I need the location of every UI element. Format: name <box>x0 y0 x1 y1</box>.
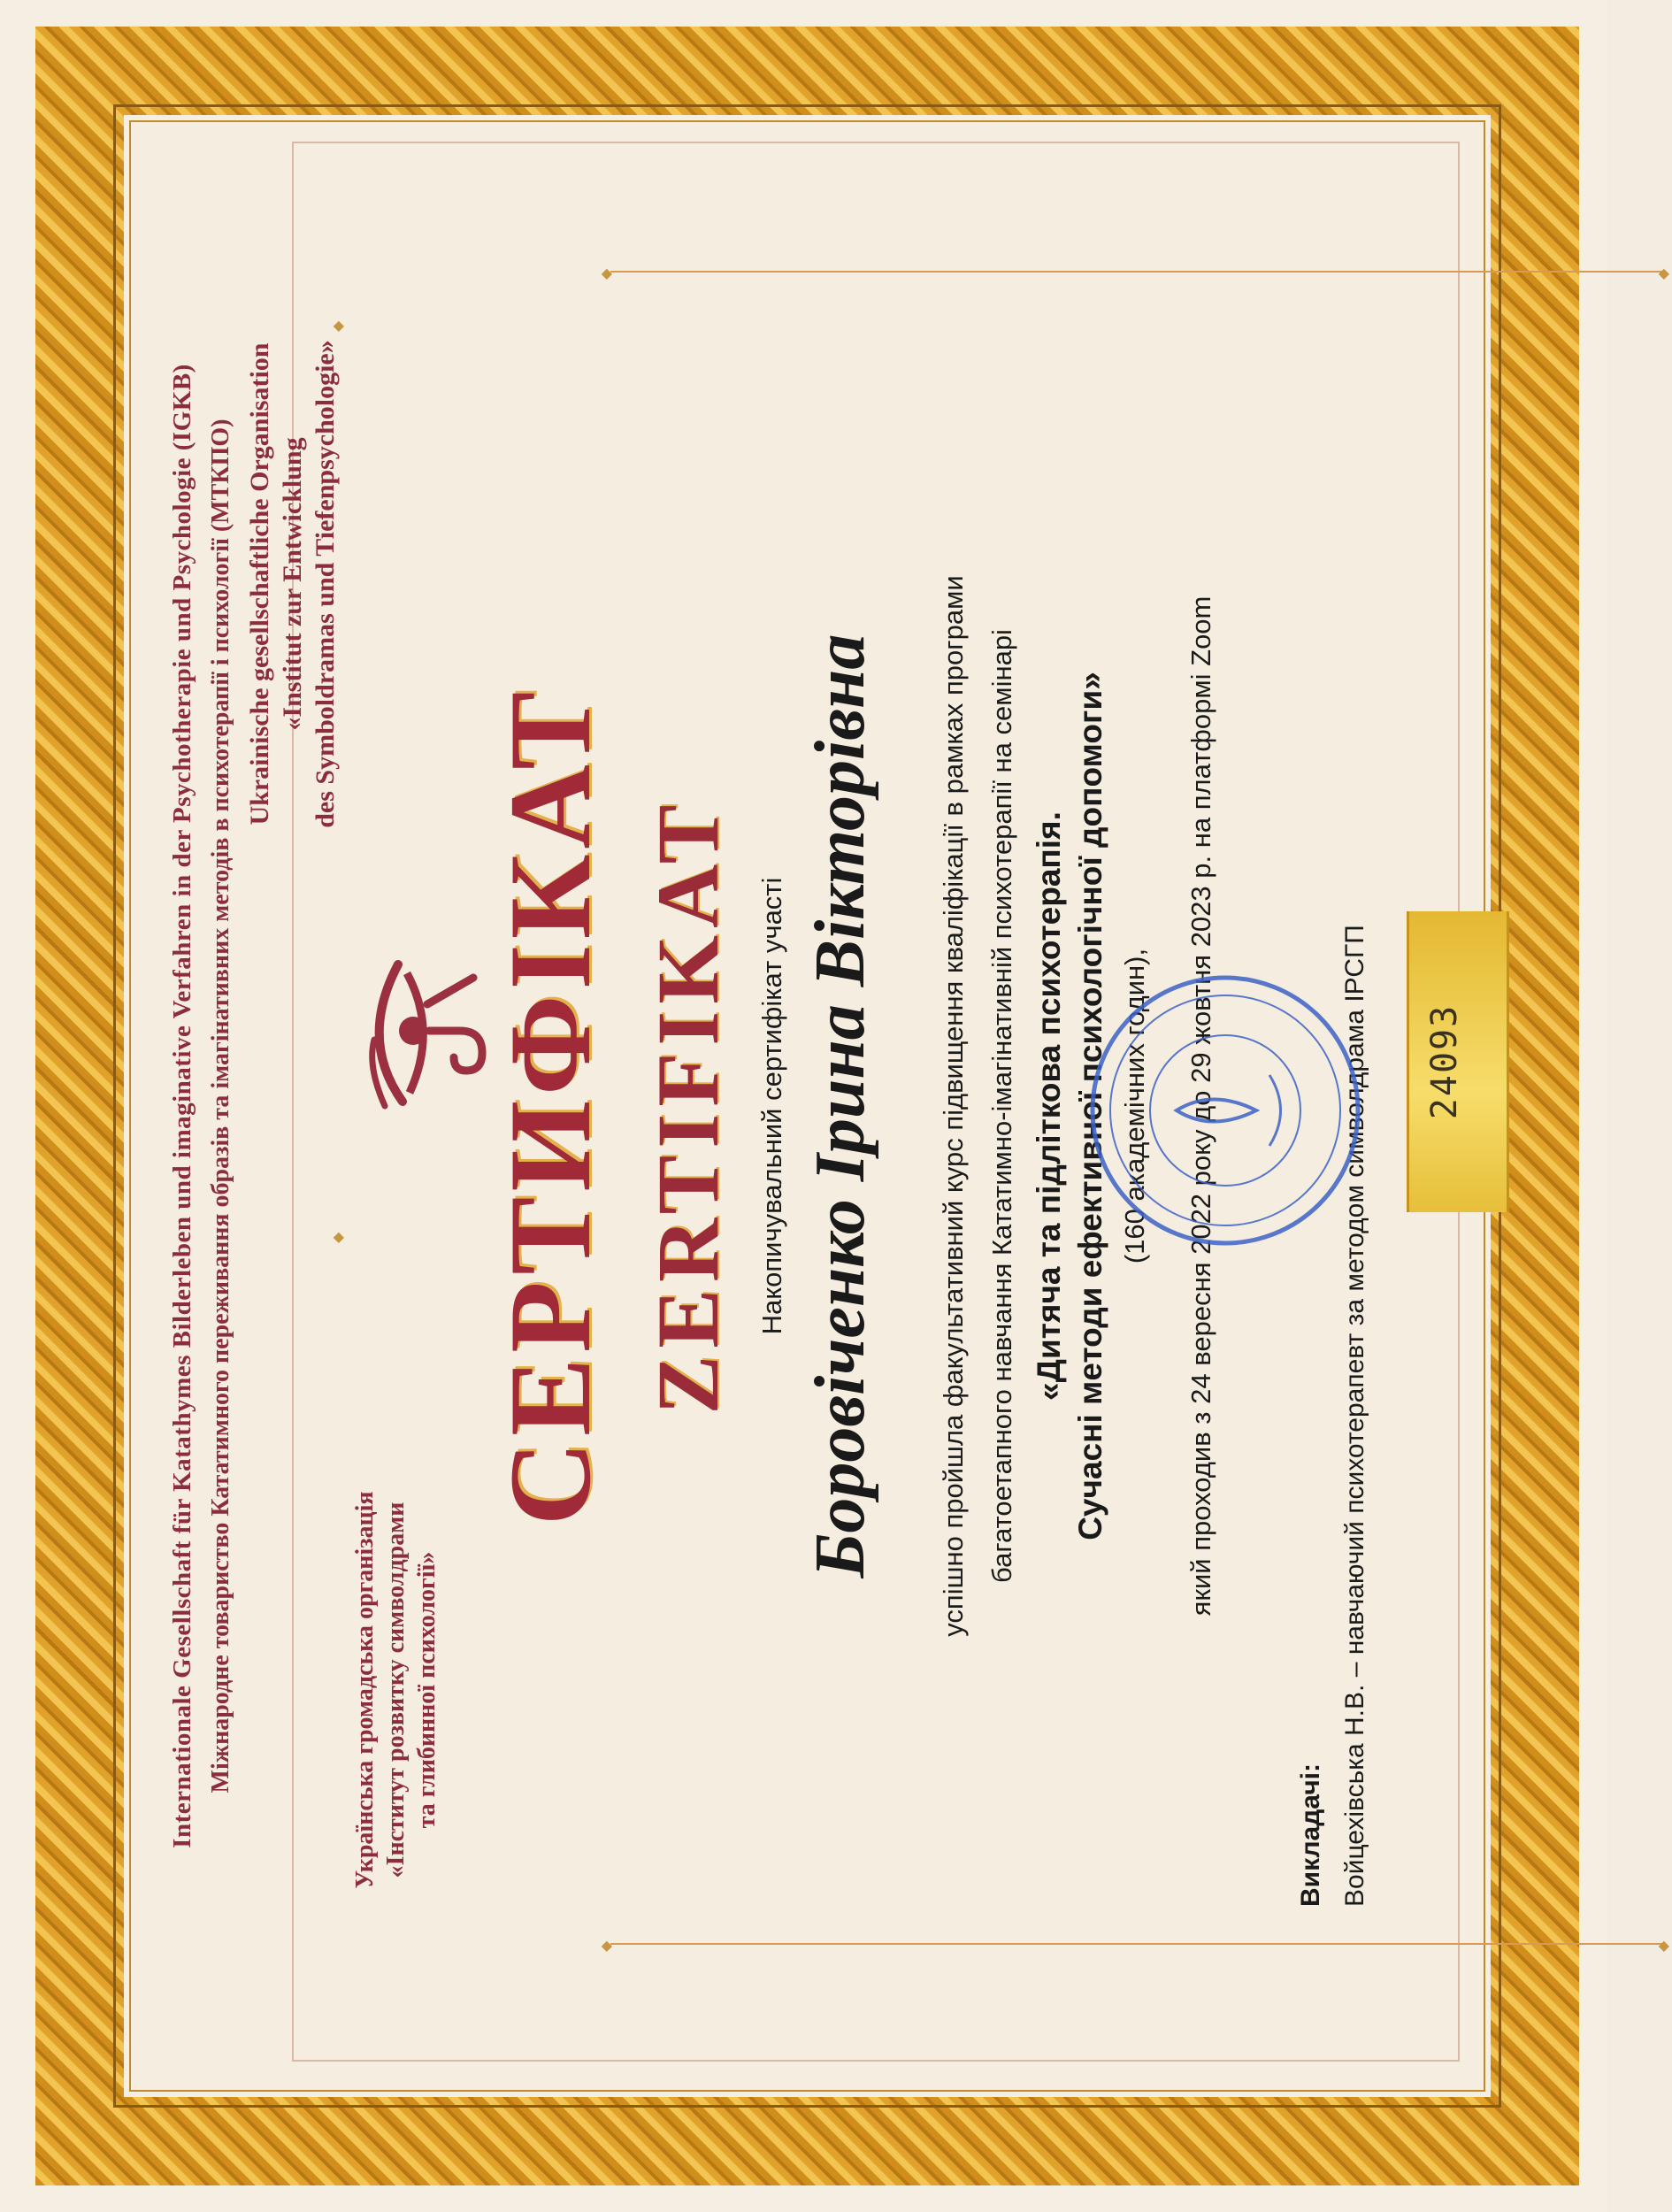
seminar-title-1: «Дитяча та підліткова психотерапія. <box>1031 811 1067 1401</box>
dates: який проходив з 24 вересня 2022 року до 29 жовтня 2023 р. на платформі Zoom <box>1185 595 1216 1617</box>
eye-of-horus-logo-icon <box>349 942 491 1119</box>
diamond-ornament-icon: ◆ <box>331 1232 346 1243</box>
diamond-ornament-icon: ◆ <box>331 320 346 332</box>
serial-number: 24093 <box>1424 1003 1465 1120</box>
diamond-ornament-icon: ◆ <box>599 1940 614 1952</box>
teachers-heading: Викладачі: <box>1296 1763 1325 1907</box>
title-de: ZERTIFIKAT <box>639 797 737 1415</box>
diamond-ornament-icon: ◆ <box>1656 268 1671 280</box>
diamond-ornament-icon: ◆ <box>599 268 614 280</box>
body-line-2: багатоетапного навчання Кататимно-імагінативній психотерапії на семінарі <box>986 629 1017 1583</box>
right-org-block <box>243 301 341 867</box>
person-name: Боровіченко Ірина Вікторівна <box>801 634 879 1578</box>
title-uk: СЕРТИФІКАТ <box>485 686 615 1526</box>
diamond-ornament-icon: ◆ <box>1656 1940 1671 1952</box>
right-org-line2: «Institut zur Entwicklung <box>278 437 307 731</box>
certificate-label: Накопичувальний сертифікат участі <box>756 877 787 1335</box>
left-org-block <box>349 1442 442 1938</box>
divider-line <box>610 271 1663 273</box>
left-org-line3: та глибинної психології» <box>413 1551 441 1829</box>
teacher-entry: Войцехівська Н.В. – навчаючий психотерапевт за методом символдрама ІРСГП <box>1340 925 1369 1907</box>
left-org-line1: Українська громадська організація <box>351 1491 379 1889</box>
seminar-title-2: Сучасні методи ефективної психологічної допомоги» <box>1072 672 1108 1540</box>
intl-org-name: Internationale Gesellschaft für Katathymes Bilderleben und imaginative Verfahren in der Psychotherapie und Psychologie (IGKB) <box>168 364 196 1848</box>
right-org-line3: des Symboldramas und Tiefenpsychologie» <box>311 340 340 828</box>
round-seal-stamp <box>1079 969 1371 1252</box>
right-org-line1: Ukrainische gesellschaftliche Organisation <box>245 342 274 826</box>
left-org-line2: «Інститут розвитку символдрами <box>382 1502 410 1878</box>
intl-org-name-uk: Міжнародне товариство Кататимного переживання образів та імагінативних методів в психотерапії і психології (МТКПО) <box>207 419 234 1793</box>
divider-line <box>610 1943 1663 1945</box>
hours: (160 академічних годин), <box>1119 948 1150 1264</box>
body-line-1: успішно пройшла факультативний курс підвищення кваліфікації в рамках програми <box>938 575 969 1637</box>
